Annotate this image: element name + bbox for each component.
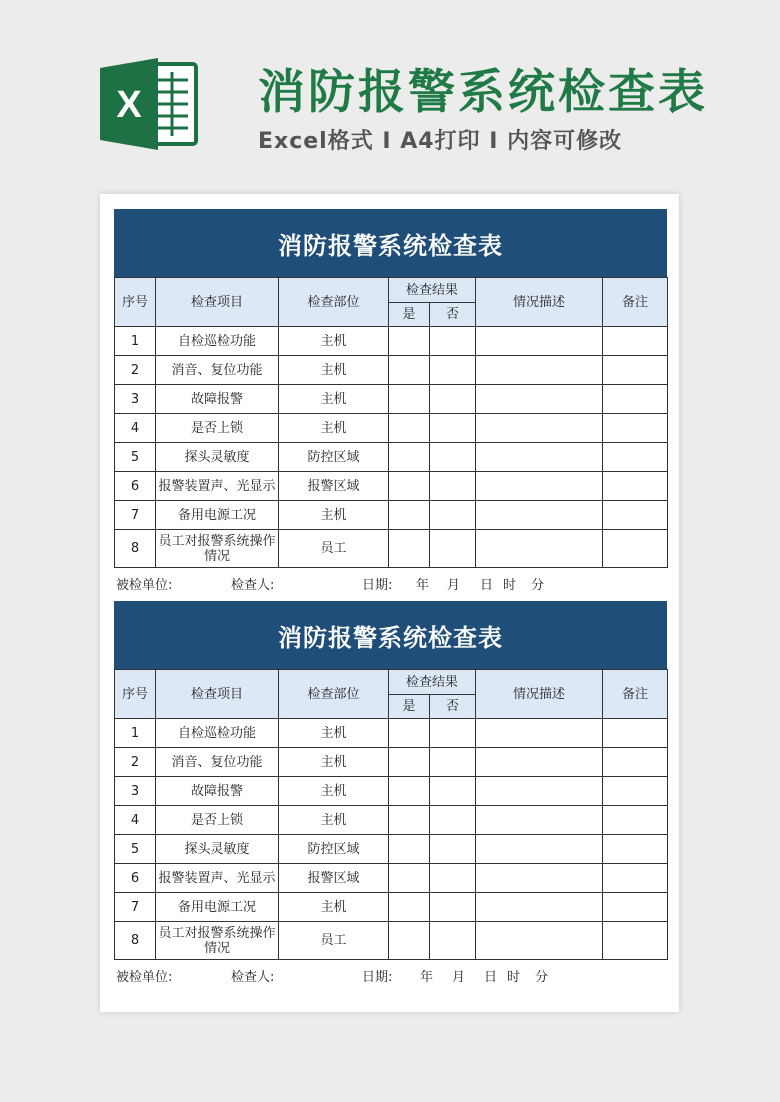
- row-part: 员工: [279, 922, 389, 960]
- row-item: 备用电源工况: [156, 893, 279, 922]
- cell-desc[interactable]: [476, 922, 603, 960]
- col-header-yes: 是: [389, 303, 430, 327]
- cell-note[interactable]: [603, 777, 668, 806]
- row-no: 6: [115, 472, 156, 501]
- cell-desc[interactable]: [476, 893, 603, 922]
- cell-desc[interactable]: [476, 472, 603, 501]
- table-row: [115, 719, 668, 748]
- table-row: [115, 356, 668, 385]
- cell-desc[interactable]: [476, 748, 603, 777]
- col-header-no-result: 否: [430, 303, 476, 327]
- cell-note[interactable]: [603, 327, 668, 356]
- row-part: 主机: [279, 806, 389, 835]
- row-part: 主机: [279, 777, 389, 806]
- cell-no[interactable]: [430, 864, 476, 893]
- col-header-part: 检查部位: [279, 670, 389, 719]
- cell-note[interactable]: [603, 472, 668, 501]
- col-header-result: 检查结果: [389, 278, 476, 303]
- cell-desc[interactable]: [476, 327, 603, 356]
- cell-no[interactable]: [430, 443, 476, 472]
- cell-no[interactable]: [430, 385, 476, 414]
- row-item: 故障报警: [156, 385, 279, 414]
- cell-desc[interactable]: [476, 806, 603, 835]
- page-subtitle: Excel格式 Ⅰ A4打印 Ⅰ 内容可修改: [258, 129, 623, 154]
- table-row: [115, 385, 668, 414]
- row-item: 报警装置声、光显示: [156, 864, 279, 893]
- cell-desc[interactable]: [476, 719, 603, 748]
- row-no: 4: [115, 806, 156, 835]
- cell-yes[interactable]: [389, 922, 430, 960]
- cell-yes[interactable]: [389, 327, 430, 356]
- cell-yes[interactable]: [389, 443, 430, 472]
- day-label: 日: [480, 578, 494, 593]
- month-label: 月: [452, 970, 466, 985]
- cell-desc[interactable]: [476, 414, 603, 443]
- form-footer: [114, 568, 667, 596]
- cell-no[interactable]: [430, 893, 476, 922]
- cell-no[interactable]: [430, 327, 476, 356]
- row-part: 报警区域: [279, 472, 389, 501]
- col-header-result: 检查结果: [389, 670, 476, 695]
- row-item: 消音、复位功能: [156, 748, 279, 777]
- cell-yes[interactable]: [389, 530, 430, 568]
- cell-yes[interactable]: [389, 864, 430, 893]
- row-item: 自检巡检功能: [156, 327, 279, 356]
- row-item: 报警装置声、光显示: [156, 472, 279, 501]
- cell-note[interactable]: [603, 443, 668, 472]
- cell-desc[interactable]: [476, 530, 603, 568]
- row-no: 5: [115, 835, 156, 864]
- inspection-table: [114, 669, 668, 960]
- cell-desc[interactable]: [476, 501, 603, 530]
- cell-note[interactable]: [603, 385, 668, 414]
- col-header-no: 序号: [115, 670, 156, 719]
- col-header-part: 检查部位: [279, 278, 389, 327]
- cell-desc[interactable]: [476, 835, 603, 864]
- cell-yes[interactable]: [389, 719, 430, 748]
- cell-no[interactable]: [430, 777, 476, 806]
- row-part: 主机: [279, 719, 389, 748]
- cell-note[interactable]: [603, 806, 668, 835]
- cell-no[interactable]: [430, 922, 476, 960]
- form-footer: [114, 960, 667, 988]
- col-header-item: 检查项目: [156, 670, 279, 719]
- row-no: 2: [115, 356, 156, 385]
- cell-desc[interactable]: [476, 356, 603, 385]
- cell-yes[interactable]: [389, 835, 430, 864]
- form-title: 消防报警系统检查表: [114, 209, 667, 277]
- cell-yes[interactable]: [389, 806, 430, 835]
- row-part: 主机: [279, 385, 389, 414]
- table-row: [115, 501, 668, 530]
- cell-note[interactable]: [603, 719, 668, 748]
- row-item: 自检巡检功能: [156, 719, 279, 748]
- cell-yes[interactable]: [389, 472, 430, 501]
- row-part: 主机: [279, 501, 389, 530]
- day-label: 日: [484, 970, 498, 985]
- hour-label: 时: [503, 578, 517, 593]
- row-no: 2: [115, 748, 156, 777]
- cell-yes[interactable]: [389, 414, 430, 443]
- svg-text:X: X: [116, 84, 142, 126]
- row-part: 报警区域: [279, 864, 389, 893]
- row-no: 1: [115, 327, 156, 356]
- cell-note[interactable]: [603, 893, 668, 922]
- cell-note[interactable]: [603, 835, 668, 864]
- row-no: 5: [115, 443, 156, 472]
- table-row: [115, 806, 668, 835]
- cell-yes[interactable]: [389, 385, 430, 414]
- year-label: 年: [420, 970, 434, 985]
- col-header-desc: 情况描述: [476, 278, 603, 327]
- cell-no[interactable]: [430, 835, 476, 864]
- minute-label: 分: [535, 970, 549, 985]
- form-title: 消防报警系统检查表: [114, 601, 667, 669]
- page-header: [0, 0, 780, 190]
- cell-no[interactable]: [430, 472, 476, 501]
- cell-no[interactable]: [430, 806, 476, 835]
- date-label: 日期:: [362, 578, 393, 593]
- row-item: 探头灵敏度: [156, 835, 279, 864]
- row-part: 主机: [279, 327, 389, 356]
- row-item: 员工对报警系统操作情况: [156, 922, 279, 960]
- row-item: 备用电源工况: [156, 501, 279, 530]
- row-item: 是否上锁: [156, 806, 279, 835]
- table-row: [115, 922, 668, 960]
- month-label: 月: [447, 578, 461, 593]
- row-no: 7: [115, 893, 156, 922]
- inspected-unit-label: 被检单位:: [116, 578, 173, 593]
- col-header-desc: 情况描述: [476, 670, 603, 719]
- cell-note[interactable]: [603, 501, 668, 530]
- table-row: [115, 327, 668, 356]
- cell-no[interactable]: [430, 748, 476, 777]
- row-part: 主机: [279, 748, 389, 777]
- row-part: 防控区域: [279, 835, 389, 864]
- cell-note[interactable]: [603, 748, 668, 777]
- inspector-label: 检查人:: [231, 970, 275, 985]
- table-row: [115, 893, 668, 922]
- table-row: [115, 472, 668, 501]
- col-header-no: 序号: [115, 278, 156, 327]
- row-item: 探头灵敏度: [156, 443, 279, 472]
- col-header-no-result: 否: [430, 695, 476, 719]
- table-row: [115, 748, 668, 777]
- inspection-table: [114, 277, 668, 568]
- row-part: 主机: [279, 414, 389, 443]
- col-header-note: 备注: [603, 670, 668, 719]
- cell-note[interactable]: [603, 356, 668, 385]
- cell-desc[interactable]: [476, 443, 603, 472]
- cell-desc[interactable]: [476, 864, 603, 893]
- row-part: 防控区域: [279, 443, 389, 472]
- table-row: [115, 835, 668, 864]
- table-row: [115, 414, 668, 443]
- cell-no[interactable]: [430, 530, 476, 568]
- cell-desc[interactable]: [476, 777, 603, 806]
- row-no: 8: [115, 922, 156, 960]
- row-item: 是否上锁: [156, 414, 279, 443]
- inspector-label: 检查人:: [231, 578, 275, 593]
- cell-no[interactable]: [430, 501, 476, 530]
- row-no: 7: [115, 501, 156, 530]
- cell-yes[interactable]: [389, 748, 430, 777]
- cell-yes[interactable]: [389, 893, 430, 922]
- inspection-form-2: [114, 601, 667, 988]
- col-header-note: 备注: [603, 278, 668, 327]
- year-label: 年: [416, 578, 430, 593]
- row-part: 主机: [279, 893, 389, 922]
- inspected-unit-label: 被检单位:: [116, 970, 173, 985]
- table-row: [115, 530, 668, 568]
- cell-note[interactable]: [603, 922, 668, 960]
- row-no: 3: [115, 385, 156, 414]
- table-row: [115, 777, 668, 806]
- cell-note[interactable]: [603, 864, 668, 893]
- cell-no[interactable]: [430, 414, 476, 443]
- inspection-form-1: [114, 209, 667, 596]
- document-sheet: [100, 194, 679, 1012]
- row-no: 6: [115, 864, 156, 893]
- cell-yes[interactable]: [389, 777, 430, 806]
- row-no: 1: [115, 719, 156, 748]
- row-part: 主机: [279, 356, 389, 385]
- row-no: 3: [115, 777, 156, 806]
- cell-no[interactable]: [430, 356, 476, 385]
- date-label: 日期:: [362, 970, 393, 985]
- row-no: 4: [115, 414, 156, 443]
- cell-note[interactable]: [603, 414, 668, 443]
- row-no: 8: [115, 530, 156, 568]
- excel-logo-icon: [100, 58, 200, 150]
- hour-label: 时: [507, 970, 521, 985]
- row-item: 故障报警: [156, 777, 279, 806]
- col-header-yes: 是: [389, 695, 430, 719]
- table-row: [115, 443, 668, 472]
- row-part: 员工: [279, 530, 389, 568]
- table-row: [115, 864, 668, 893]
- cell-note[interactable]: [603, 530, 668, 568]
- row-item: 消音、复位功能: [156, 356, 279, 385]
- minute-label: 分: [531, 578, 545, 593]
- row-item: 员工对报警系统操作情况: [156, 530, 279, 568]
- cell-desc[interactable]: [476, 385, 603, 414]
- page-title: 消防报警系统检查表: [258, 65, 708, 120]
- col-header-item: 检查项目: [156, 278, 279, 327]
- cell-no[interactable]: [430, 719, 476, 748]
- cell-yes[interactable]: [389, 501, 430, 530]
- cell-yes[interactable]: [389, 356, 430, 385]
